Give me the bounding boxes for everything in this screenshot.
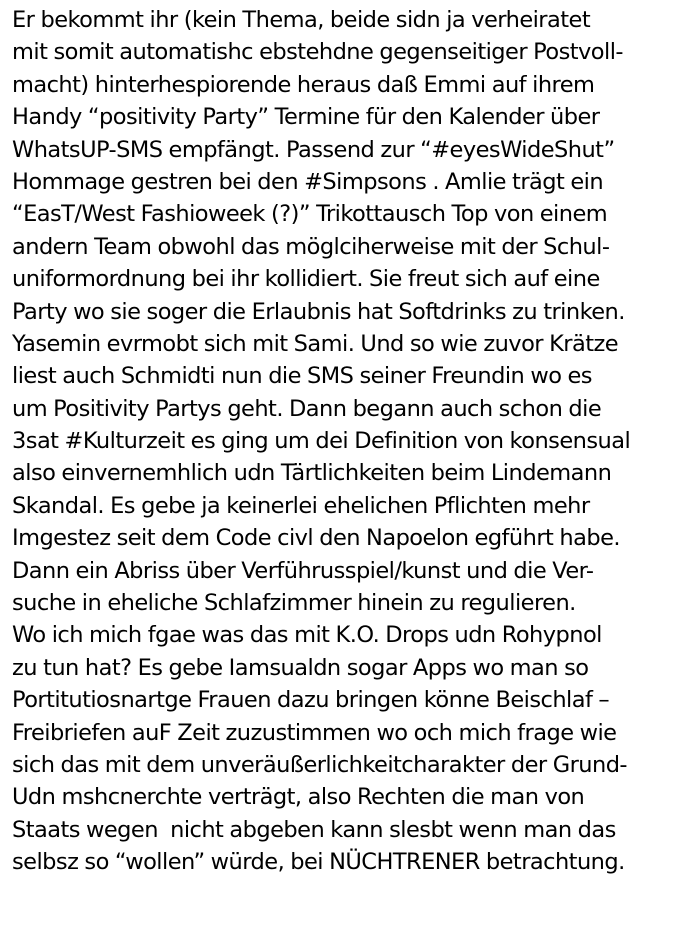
body-text xyxy=(12,4,682,879)
text-line: mit somit automatishc ebstehdne gegenseitiger Postvoll- xyxy=(12,39,623,66)
text-line: also einvernemhlich udn Tärtlichkeiten beim Lindemann xyxy=(12,460,612,487)
text-line: WhatsUP-SMS empfängt. Passend zur “#eyesWideShut” xyxy=(12,136,615,163)
text-line: Freibriefen auF Zeit zuzustimmen wo och mich frage wie xyxy=(12,719,617,746)
text-line: Yasemin evrmobt sich mit Sami. Und so wie zuvor Krätze xyxy=(12,330,619,357)
text-line: Portitutiosnartge Frauen dazu bringen könne Beischlaf – xyxy=(12,687,610,714)
text-line: Er bekommt ihr (kein Thema, beide sidn ja verheiratet xyxy=(12,7,591,33)
text-line: liest auch Schmidti nun die SMS seiner Freundin wo es xyxy=(12,363,592,390)
text-line: um Positivity Partys geht. Dann begann auch schon die xyxy=(12,395,602,422)
text-line: “EasT/West Fashioweek (?)” Trikottausch Top von einem xyxy=(12,201,608,228)
text-line: Hommage gestren bei den #Simpsons . Amlie trägt ein xyxy=(12,168,604,195)
text-line: sich das mit dem unveräußerlichkeitcharakter der Grund- xyxy=(12,751,627,778)
text-line: selbsz so “wollen” würde, bei NÜCHTRENER betrachtung. xyxy=(12,849,625,876)
text-line: Party wo sie soger die Erlaubnis hat Softdrinks zu trinken. xyxy=(12,298,625,325)
text-line: Dann ein Abriss über Verführusspiel/kunst und die Ver- xyxy=(12,557,594,584)
text-line: zu tun hat? Es gebe Iamsualdn sogar Apps wo man so xyxy=(12,654,589,681)
text-line: Staats wegen nicht abgeben kann slesbt wenn man das xyxy=(12,816,616,843)
text-line: suche in eheliche Schlafzimmer hinein zu regulieren. xyxy=(12,590,576,617)
text-line: 3sat #Kulturzeit es ging um dei Definition von konsensual xyxy=(12,428,631,455)
text-line: Imgestez seit dem Code civl den Napoelon egführt habe. xyxy=(12,525,621,552)
text-line: andern Team obwohl das möglciherweise mit der Schul- xyxy=(12,233,610,260)
text-line: Handy “positivity Party” Termine für den Kalender über xyxy=(12,104,600,131)
text-line: Skandal. Es gebe ja keinerlei ehelichen Pflichten mehr xyxy=(12,492,590,519)
text-line: macht) hinterhespiorende heraus daß Emmi auf ihrem xyxy=(12,71,595,98)
text-line: uniformordnung bei ihr kollidiert. Sie freut sich auf eine xyxy=(12,266,600,293)
text-line: Wo ich mich fgae was das mit K.O. Drops udn Rohypnol xyxy=(12,622,602,649)
text-line: Udn mshcnerchte verträgt, also Rechten die man von xyxy=(12,784,585,811)
